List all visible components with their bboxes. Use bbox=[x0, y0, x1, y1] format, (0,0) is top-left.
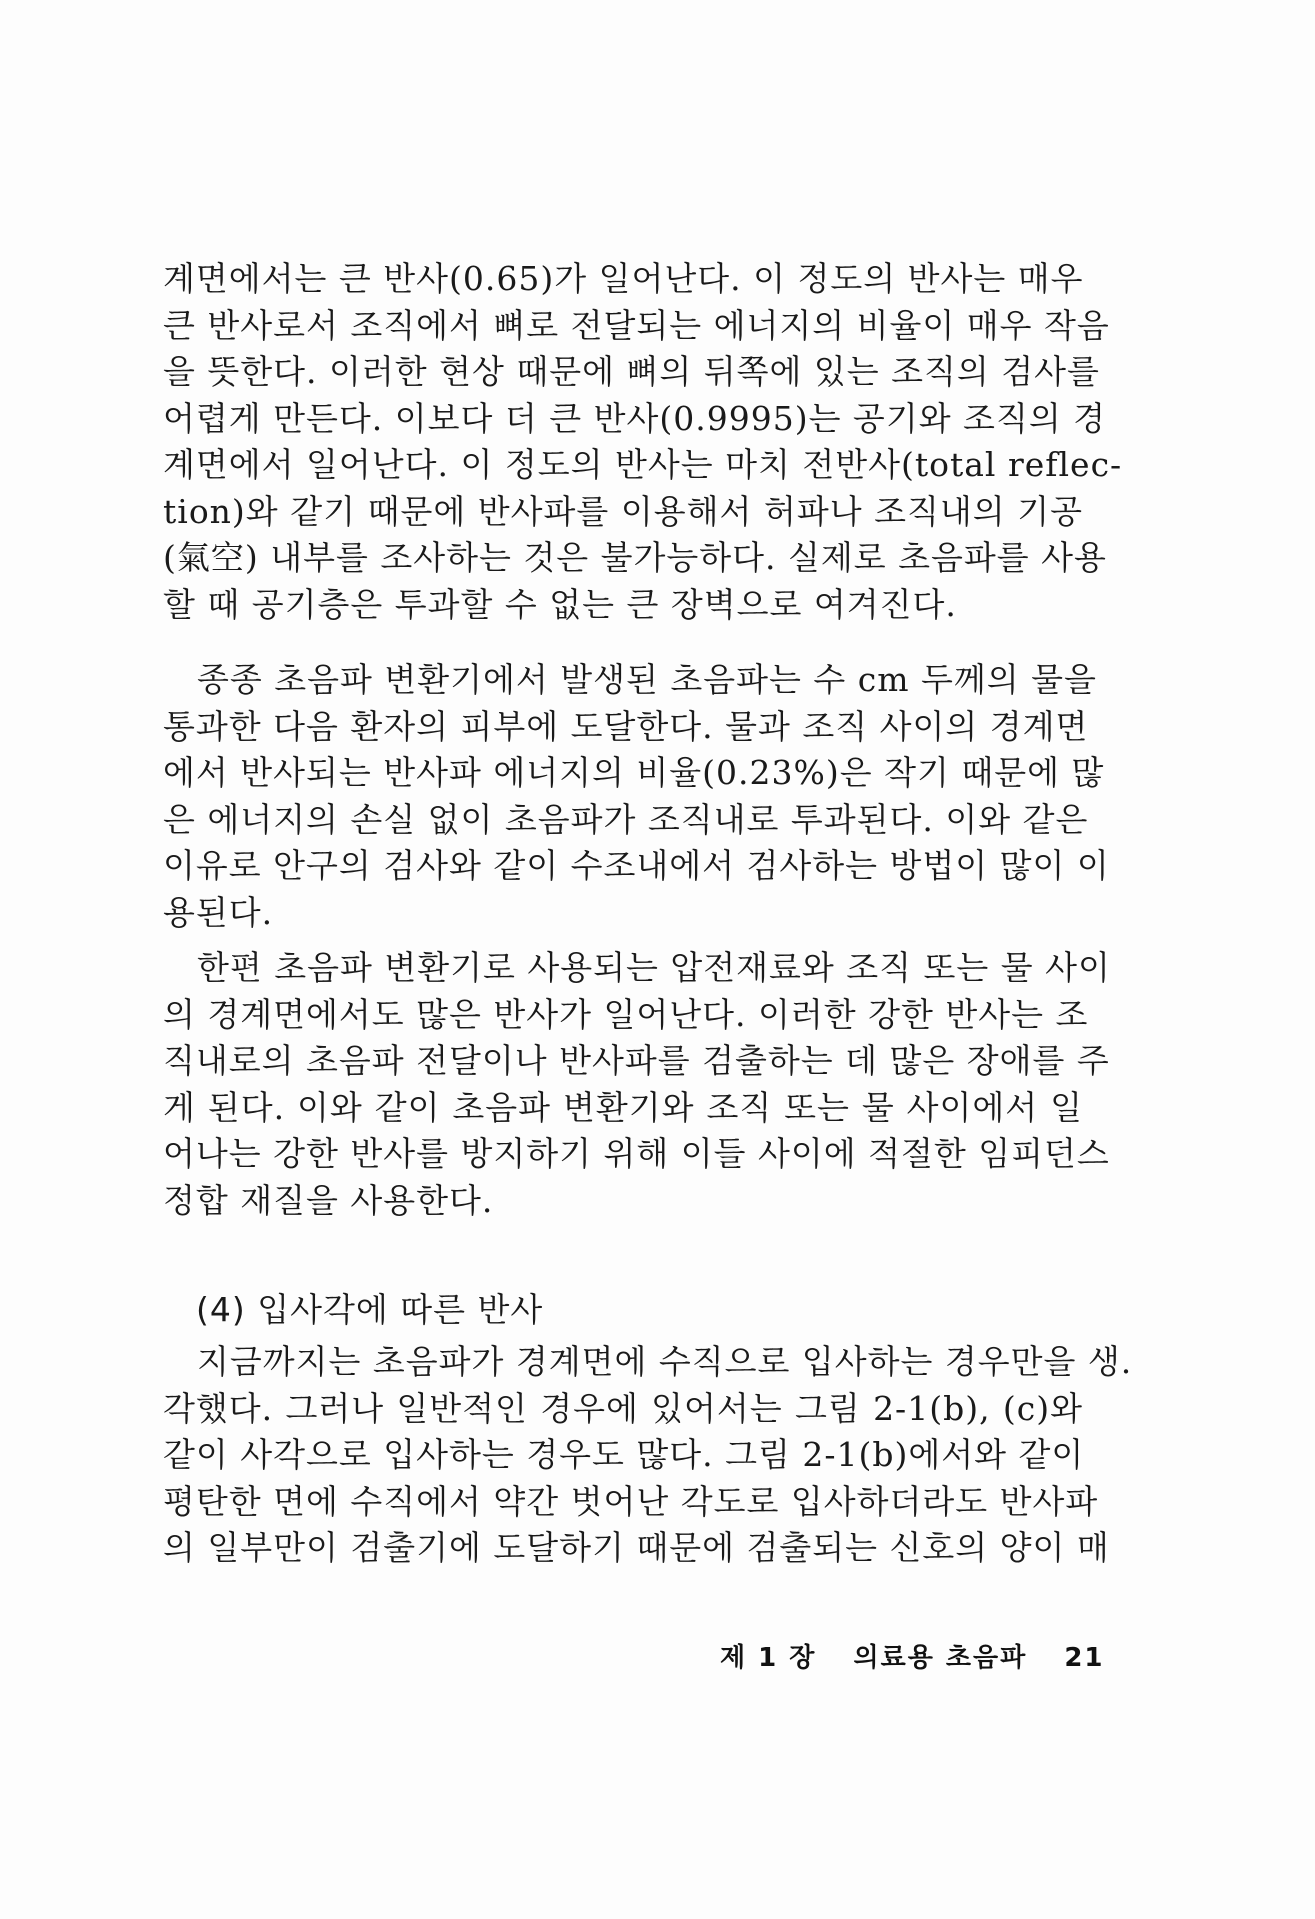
paragraph-incidence-angle bbox=[163, 1339, 1133, 1572]
text-line: 통과한 다음 환자의 피부에 도달한다. 물과 조직 사이의 경계면 bbox=[163, 706, 1089, 746]
text-line: 의 일부만이 검출기에 도달하기 때문에 검출되는 신호의 양이 매 bbox=[163, 1528, 1110, 1567]
text-line: 각했다. 그러나 일반적인 경우에 있어서는 그림 2-1(b), (c)와 bbox=[163, 1388, 1083, 1428]
text-line: 어나는 강한 반사를 방지하기 위해 이들 사이에 적절한 임피던스 bbox=[163, 1134, 1110, 1173]
text-line: 한편 초음파 변환기로 사용되는 압전재료와 조직 또는 물 사이 bbox=[197, 948, 1111, 987]
text-line: 평탄한 면에 수직에서 약간 벗어난 각도로 입사하더라도 반사파 bbox=[163, 1481, 1099, 1521]
text-line: 게 된다. 이와 같이 초음파 변환기와 조직 또는 물 사이에서 일 bbox=[163, 1087, 1083, 1127]
text-line: 에서 반사되는 반사파 에너지의 비율(0.23%)은 작기 때문에 많 bbox=[163, 753, 1105, 792]
paragraph-impedance-matching bbox=[163, 945, 1111, 1224]
text-line: 어렵게 만든다. 이보다 더 큰 반사(0.9995)는 공기와 조직의 경 bbox=[163, 398, 1107, 438]
text-line: 은 에너지의 손실 없이 초음파가 조직내로 투과된다. 이와 같은 bbox=[163, 799, 1089, 839]
text-line: 같이 사각으로 입사하는 경우도 많다. 그림 2-1(b)에서와 같이 bbox=[163, 1435, 1085, 1474]
paragraph-reflection-interfaces bbox=[163, 256, 1123, 628]
text-line: 계면에서 일어난다. 이 정도의 반사는 마치 전반사(total reflec- bbox=[163, 445, 1123, 484]
text-line: 용된다. bbox=[163, 892, 274, 932]
text-line: tion)와 같기 때문에 반사파를 이용해서 허파나 조직내의 기공 bbox=[163, 491, 1083, 531]
section-heading: (4) 입사각에 따른 반사 bbox=[196, 1290, 544, 1329]
text-line: 지금까지는 초음파가 경계면에 수직으로 입사하는 경우만을 생. bbox=[197, 1342, 1133, 1381]
text-line: 의 경계면에서도 많은 반사가 일어난다. 이러한 강한 반사는 조 bbox=[163, 994, 1089, 1034]
text-line: 종종 초음파 변환기에서 발생된 초음파는 수 cm 두께의 물을 bbox=[197, 660, 1097, 699]
text-line: 을 뜻한다. 이러한 현상 때문에 뼈의 뒤쪽에 있는 조직의 검사를 bbox=[163, 352, 1100, 391]
page-footer bbox=[720, 1637, 1105, 1674]
text-line: (氣空) 내부를 조사하는 것은 불가능하다. 실제로 초음파를 사용 bbox=[163, 538, 1107, 577]
text-line: 직내로의 초음파 전달이나 반사파를 검출하는 데 많은 장애를 주 bbox=[163, 1041, 1110, 1080]
footer-chapter: 제 1 장 bbox=[720, 1643, 817, 1673]
text-line: 이유로 안구의 검사와 같이 수조내에서 검사하는 방법이 많이 이 bbox=[163, 846, 1110, 885]
text-line: 할 때 공기층은 투과할 수 없는 큰 장벽으로 여겨진다. bbox=[163, 584, 957, 624]
text-line: 정합 재질을 사용한다. bbox=[163, 1180, 494, 1220]
page-number: 21 bbox=[1064, 1643, 1105, 1673]
text-line: 계면에서는 큰 반사(0.65)가 일어난다. 이 정도의 반사는 매우 bbox=[163, 259, 1084, 298]
footer-title: 의료용 초음파 bbox=[853, 1643, 1028, 1673]
text-line: 큰 반사로서 조직에서 뼈로 전달되는 에너지의 비율이 매우 작음 bbox=[163, 305, 1110, 345]
paragraph-water-coupling bbox=[163, 657, 1110, 936]
